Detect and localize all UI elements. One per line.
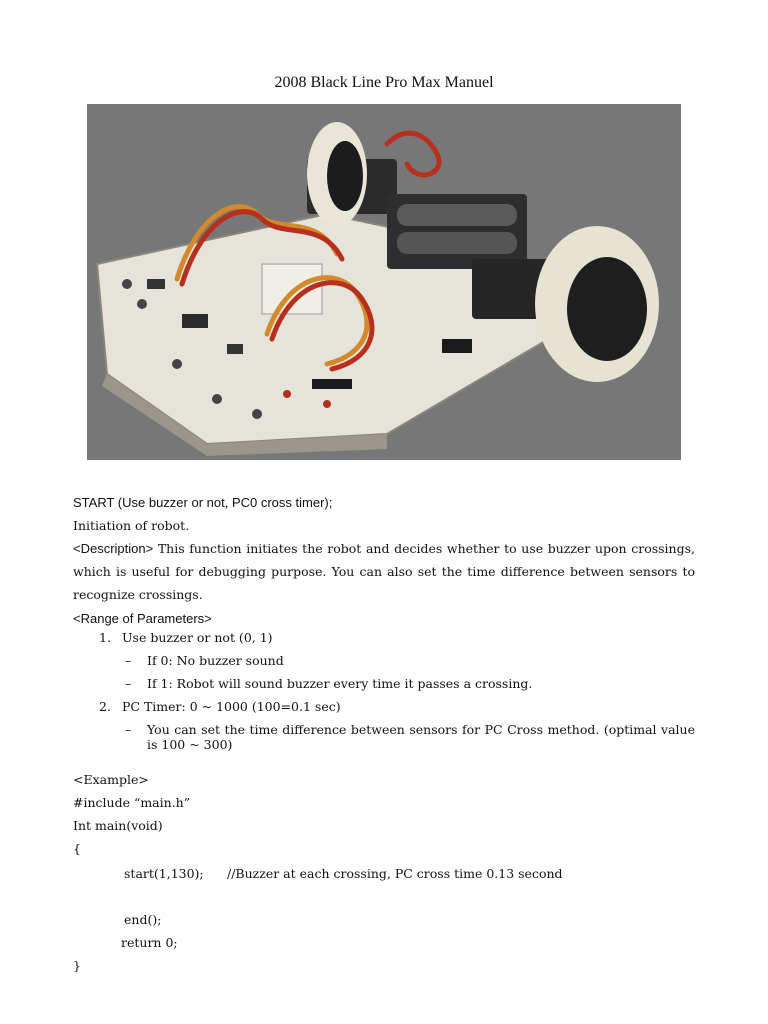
example-heading: <Example> [73, 772, 149, 787]
param-number-2: 2. [99, 699, 111, 714]
function-signature: START (Use buzzer or not, PC0 cross timer); [73, 495, 333, 510]
code-open-brace: { [73, 841, 81, 856]
param-2-sub-1: You can set the time difference between sensors for PC Cross method. (optimal value is 100 ~ 300) [147, 722, 695, 752]
code-return: return 0; [121, 935, 178, 950]
sub-bullet-dash: – [125, 653, 132, 668]
param-1-sub-2: If 1: Robot will sound buzzer every time it passes a crossing. [147, 676, 533, 691]
code-start-comment: //Buzzer at each crossing, PC cross time 0.13 second [227, 866, 563, 881]
param-text-1: Use buzzer or not (0, 1) [122, 630, 273, 645]
param-text-2: PC Timer: 0 ~ 1000 (100=0.1 sec) [122, 699, 341, 714]
robot-photo [87, 104, 681, 460]
param-number-1: 1. [99, 630, 111, 645]
description-label: <Description> [73, 541, 154, 556]
sub-bullet-dash: – [125, 722, 132, 737]
code-close-brace: } [73, 958, 81, 973]
code-end-call: end(); [124, 912, 162, 927]
function-summary: Initiation of robot. [73, 518, 190, 533]
range-heading: <Range of Parameters> [73, 611, 212, 626]
code-start-call: start(1,130); [124, 866, 204, 881]
description-paragraph [73, 537, 695, 606]
description-text: This function initiates the robot and decides whether to use buzzer upon crossings, which is useful for debugging purpose. You can also set the time difference between sensors to recognize crossings. [73, 541, 695, 602]
page-title: 2008 Black Line Pro Max Manuel [274, 74, 494, 91]
sub-bullet-dash: – [125, 676, 132, 691]
param-1-sub-1: If 0: No buzzer sound [147, 653, 284, 668]
code-main: Int main(void) [73, 818, 163, 833]
code-include: #include “main.h” [73, 795, 191, 810]
